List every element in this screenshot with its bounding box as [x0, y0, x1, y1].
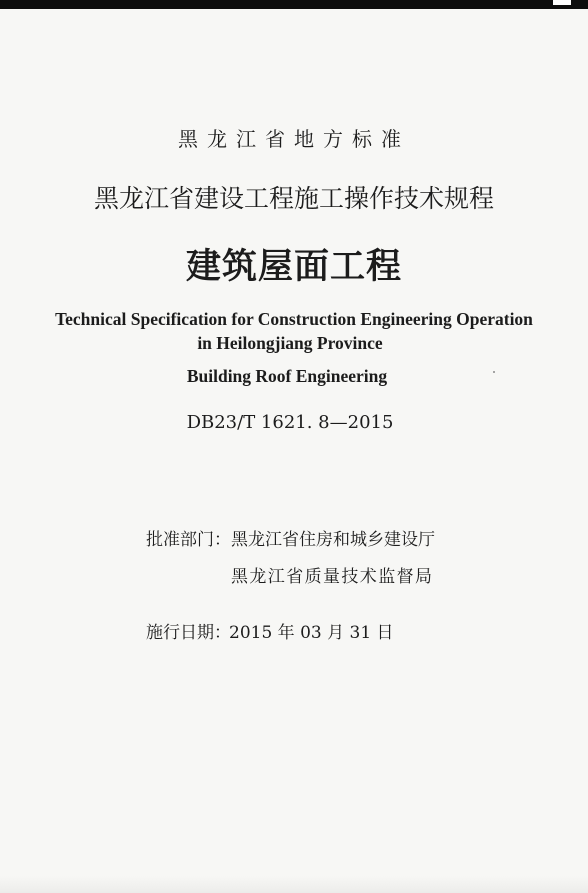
- scan-speck: [493, 371, 495, 373]
- standard-number: DB23/T 1621. 8—2015: [186, 412, 394, 433]
- top-edge-notch: [553, 0, 571, 5]
- scan-bottom-shade: [0, 876, 588, 893]
- approval-department-1: 黑龙江省住房和城乡建设厅: [231, 530, 435, 550]
- approval-department-2: 黑龙江省质量技术监督局: [231, 567, 434, 587]
- main-title-en: Building Roof Engineering: [186, 366, 388, 386]
- standard-type-heading: 黑龙江省地方标准: [178, 127, 410, 151]
- top-edge-bar: [0, 0, 588, 9]
- effective-date-value: 2015 年 03 月 31 日: [229, 623, 394, 643]
- effective-date-label: 施行日期：: [146, 623, 231, 643]
- approval-department-label: 批准部门：: [146, 530, 231, 550]
- series-title-cn: 黑龙江省建设工程施工操作技术规程: [93, 184, 494, 213]
- series-title-en-line-2: in Heilongjiang Province: [197, 333, 383, 353]
- main-title-cn: 建筑屋面工程: [185, 246, 402, 287]
- series-title-en-line-1: Technical Specification for Construction Engineering Operation: [55, 309, 533, 329]
